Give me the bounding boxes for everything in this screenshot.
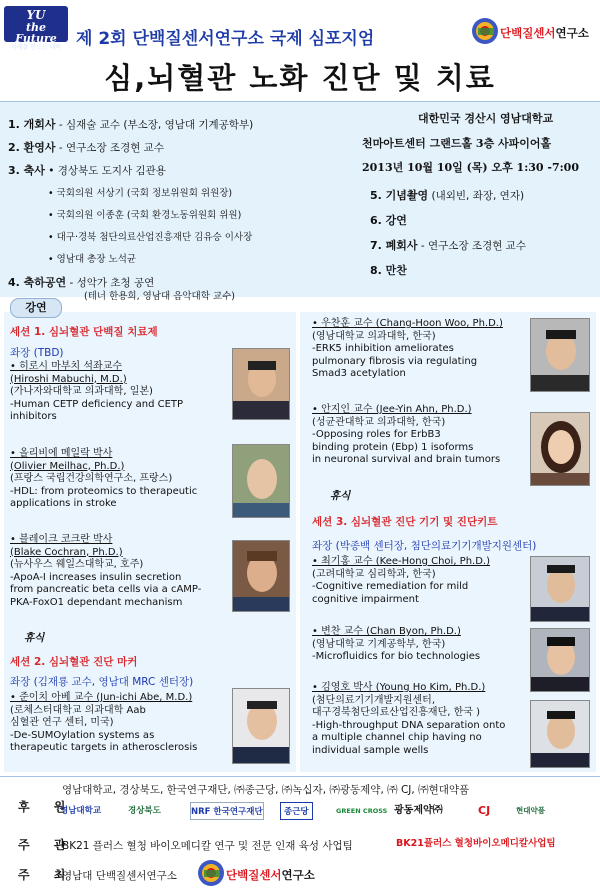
sponsor-logo-nrf: NRF 한국연구재단 — [190, 802, 264, 820]
session1-chair: 좌장 (TBD) — [10, 347, 64, 359]
speaker-photo-mabuchi — [232, 348, 290, 420]
congrats-4: • 영남대 총장 노석균 — [48, 254, 137, 265]
venue-line1: 대한민국 경산시 영남대학교 — [418, 112, 554, 125]
institute-name-black: 연구소 — [555, 26, 589, 40]
event-date: 2013년 10월 10일 (목) 오후 1:30 -7:00 — [362, 161, 579, 174]
congrats-1: • 국회의원 서상기 (국회 정보위원회 위원장) — [48, 188, 233, 199]
lecture-tab: 강연 — [10, 298, 62, 318]
speaker-byon: • 변찬 교수 (Chan Byon, Ph.D.) (영남대학교 기계공학부, 한국) -Microfluidics for bio technologies — [312, 626, 481, 662]
congrats-2: • 국회의원 이종훈 (국회 환경노동위원회 위원) — [48, 210, 242, 221]
speaker-woo: • 우찬훈 교수 (Chang-Hoon Woo, Ph.D.) (영남대학교 의과대학, 한국) -ERK5 inhibition ameliorates pulmonary fibrosis via regulating Smad3 acetylation — [312, 318, 503, 379]
sponsor-logo-cj: CJ — [478, 804, 491, 817]
speaker-ahn: • 안지인 교수 (Jee-Yin Ahn, Ph.D.) (성균관대학교 의과대학, 한국) -Opposing roles for ErbB3 binding protein (Ebp) 1 isoforms in neuronal survival and brain tumors — [312, 404, 501, 465]
main-title: 심,뇌혈관 노화 진단 및 치료 — [104, 61, 496, 95]
org-logo-name-red: 단백질센서 — [226, 868, 282, 882]
speaker-cochran: • 블레이크 코크란 박사 (Blake Cochran, Ph.D.) (뉴사우스 웨일스대학교, 호주) -ApoA-I increases insulin secretion from pancreatic beta cells via a cAMP- PKA-FoxO1 dependant mechanism — [10, 534, 202, 608]
speaker-meilhac: • 올리비에 메일락 박사 (Olivier Meilhac, Ph.D.) (프랑스 국립건강의학연구소, 프랑스) -HDL: from proteomics to therapeutic applications in stroke — [10, 448, 198, 509]
organizer-text: 영남대 단백질센서연구소 — [62, 870, 177, 882]
speaker-photo-cochran — [232, 540, 290, 612]
speaker-photo-byon — [530, 628, 590, 692]
session3-title: 세션 3. 심뇌혈관 진단 기기 및 진단키트 — [312, 516, 498, 528]
institute-name-red: 단백질센서 — [500, 26, 556, 40]
info-item-photo: 5. 기념촬영 (내외빈, 좌장, 연자) — [370, 189, 525, 202]
org-logo-name-black: 연구소 — [281, 868, 315, 882]
sponsor-logo-yu: 영남대학교 — [60, 806, 102, 816]
info-item-closing: 7. 폐회사 - 연구소장 조경현 교수 — [370, 239, 526, 252]
yu-logo — [4, 6, 68, 51]
sponsor-logo-hyundai: 현대약품 — [516, 806, 545, 815]
congrats-3: • 대구·경북 첨단의료산업진흥재단 김유승 이사장 — [48, 232, 253, 243]
sponsor-logo-greencross: GREEN CROSS — [336, 807, 388, 815]
session3-chair: 좌장 (박종백 센터장, 첨단의료기기개발지원센터) — [312, 540, 537, 552]
performance-sub: (테너 한용희, 영남대 음악대학 교수) — [84, 291, 235, 302]
sponsor-text: 영남대학교, 경상북도, 한국연구재단, ㈜종근당, ㈜녹십자, ㈜광동제약, ㈜ CJ, ㈜현대약품 — [62, 784, 470, 796]
info-item-welcome: 2. 환영사 - 연구소장 조경현 교수 — [8, 141, 164, 154]
institute-mark-icon — [196, 858, 226, 888]
break-label-1: 휴식 — [24, 632, 45, 644]
logo-line2: the Future — [15, 21, 57, 45]
session2-title: 세션 2. 심뇌혈관 진단 마커 — [10, 656, 138, 668]
speaker-photo-meilhac — [232, 444, 290, 518]
speaker-choi: • 최기홍 교수 (Kee-Hong Choi, Ph.D.) (고려대학교 심리학과, 한국) -Cognitive remediation for mild cognitive impairment — [312, 556, 491, 605]
session1-title: 세션 1. 심뇌혈관 단백질 치료제 — [10, 326, 158, 338]
info-item-congrats: 3. 축사 • 경상북도 도지사 김관용 — [8, 164, 166, 177]
break-label-2: 휴식 — [330, 490, 351, 502]
institute-logo-top — [470, 16, 588, 48]
session2-chair: 좌장 (김재룡 교수, 영남대 MRC 센터장) — [10, 676, 194, 688]
sponsor-logo-kwangdong: 광동제약㈜ — [394, 805, 443, 816]
speaker-abe: • 준이치 아베 교수 (Jun-ichi Abe, M.D.) (로체스터대학교 의과대학 Aab 심혈관 연구 센터, 미국) -De-SUMOylation systems as therapeutic targets in atherosclerosis — [10, 692, 198, 753]
info-item-lecture: 6. 강연 — [370, 214, 407, 227]
speaker-mabuchi: • 히로시 마부치 석좌교수 (Hiroshi Mabuchi, M.D.) (가나자와대학교 의과대학, 일본) -Human CETP deficiency and CETP inhibitors — [10, 361, 184, 422]
info-item-opening: 1. 개회사 - 심재술 교수 (부소장, 영남대 기계공학부) — [8, 118, 254, 131]
logo-line1: YU — [26, 8, 46, 22]
logo-line3: 미래를 만드는 대학 — [10, 44, 62, 51]
venue-line2: 천마아트센터 그랜드홀 3층 사파이어홀 — [362, 137, 552, 150]
program-info — [0, 101, 600, 302]
host-text: BK21 플러스 혈청 바이오메디칼 연구 및 전문 인재 육성 사업팀 — [62, 840, 353, 852]
speaker-photo-kim — [530, 700, 590, 768]
sponsor-logo-gyeongbuk: 경상북도 — [128, 806, 161, 816]
host-logo: BK21플러스 혈청바이오메디칼사업팀 — [396, 838, 556, 849]
speaker-photo-abe — [232, 688, 290, 764]
institute-mark-icon — [470, 16, 500, 46]
sponsor-logo-chongkundang: 종근당 — [280, 802, 313, 820]
speaker-photo-woo — [530, 318, 590, 392]
organizer-label: 주 최 — [18, 868, 76, 882]
symposium-title: 제 2회 단백질센서연구소 국제 심포지엄 — [76, 29, 375, 49]
sponsor-label: 후 원 — [18, 800, 76, 814]
info-item-dinner: 8. 만찬 — [370, 264, 407, 277]
host-label: 주 관 — [18, 838, 76, 852]
institute-logo-bottom — [196, 858, 314, 890]
info-item-performance: 4. 축하공연 - 성악가 초청 공연 — [8, 276, 155, 289]
speaker-kim: • 김영호 박사 (Young Ho Kim, Ph.D.) (첨단의료기기개발지원센터, 대구경북첨단의료산업진흥재단, 한국 ) -High-throughput DNA separation onto a multiple channel chip having no individual sample wells — [312, 682, 506, 756]
speaker-photo-choi — [530, 556, 590, 622]
speaker-photo-ahn — [530, 412, 590, 486]
